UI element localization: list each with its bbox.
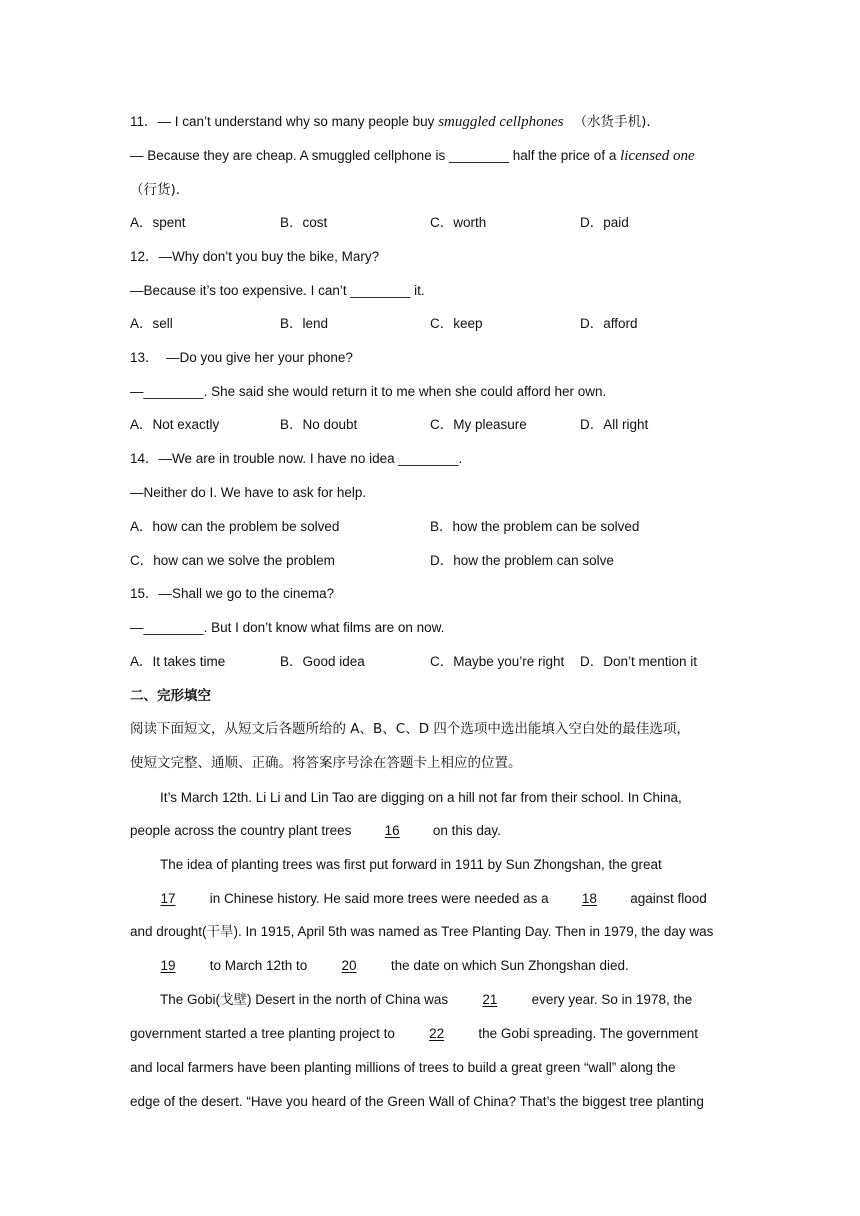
section-instruction-line-1: 阅读下面短文，从短文后各题所给的 A、B、C、D 四个选项中选出能填入空白处的最佳选项， — [130, 721, 690, 737]
q15-stem-line-1: 15．—Shall we go to the cinema? — [130, 586, 335, 601]
q12-stem-line-2: —Because it’s too expensive. I can’t ________ it. — [130, 283, 425, 298]
passage-p3-line-2 — [130, 1024, 698, 1044]
q14-option-c[interactable]: C．how can we solve the problem — [130, 553, 335, 568]
q14-option-b[interactable]: B．how the problem can be solved — [430, 519, 640, 534]
q12-stem-line-1: 12．—Why don’t you buy the bike, Mary? — [130, 249, 380, 264]
passage-text: the date on which Sun Zhongshan died. — [387, 958, 629, 973]
passage-p3-line-4: edge of the desert. “Have you heard of the Green Wall of China? That’s the biggest tree planting — [130, 1094, 704, 1109]
q11-stem-text-2: — Because they are cheap. A smuggled cellphone is ________ half the price of a — [130, 148, 621, 163]
q11-stem-text: 11．— I can’t understand why so many people buy — [130, 114, 439, 129]
q11-italic-term: smuggled cellphones — [438, 114, 564, 130]
passage-p3-line-1 — [160, 990, 692, 1010]
q15-option-a[interactable]: A．It takes time — [130, 654, 226, 669]
section-heading: 二、完形填空 — [130, 688, 211, 704]
q15-option-c[interactable]: C．Maybe you’re right — [430, 654, 565, 669]
passage-text: The Gobi(戈壁) Desert in the north of China was — [160, 992, 452, 1007]
q13-option-c[interactable]: C．My pleasure — [430, 417, 527, 432]
q13-option-a[interactable]: A．Not exactly — [130, 417, 220, 432]
passage-p2-line-1: The idea of planting trees was first put forward in 1911 by Sun Zhongshan, the great — [160, 857, 662, 872]
blank-22[interactable]: 22 — [429, 1026, 445, 1041]
q11-italic-term-2: licensed one — [620, 148, 695, 164]
q12-option-a[interactable]: A．sell — [130, 316, 173, 331]
passage-p1-line-1: It’s March 12th. Li Li and Lin Tao are digging on a hill not far from their school. In China, — [160, 790, 682, 805]
q12-option-c[interactable]: C．keep — [430, 316, 483, 331]
q13-option-d[interactable]: D．All right — [580, 417, 649, 432]
passage-p2-line-3: and drought(干旱). In 1915, April 5th was named as Tree Planting Day. Then in 1979, the day was — [130, 924, 714, 939]
passage-p2-line-4 — [130, 956, 629, 976]
q13-stem-line-2: —________. She said she would return it to me when she could afford her own. — [130, 384, 607, 399]
passage-p3-line-3: and local farmers have been planting millions of trees to build a great green “wall” along the — [130, 1060, 676, 1075]
q13-stem-line-1: 13． —Do you give her your phone? — [130, 350, 353, 365]
passage-text: on this day. — [429, 823, 501, 838]
passage-text: to March 12th to — [206, 958, 312, 973]
q15-option-d[interactable]: D．Don’t mention it — [580, 654, 698, 669]
passage-text: every year. So in 1978, the — [527, 992, 693, 1007]
q14-stem-line-1: 14．—We are in trouble now. I have no idea ________. — [130, 451, 463, 466]
passage-text: people across the country plant trees — [130, 823, 356, 838]
passage-text: the Gobi spreading. The government — [474, 1026, 699, 1041]
q11-option-c[interactable]: C．worth — [430, 215, 487, 230]
blank-19[interactable]: 19 — [160, 958, 176, 973]
q11-stem-line-3: （行货). — [130, 182, 181, 198]
passage-text: against flood — [626, 891, 707, 906]
q11-option-a[interactable]: A．spent — [130, 215, 186, 230]
blank-17[interactable]: 17 — [160, 891, 176, 906]
passage-p2-line-2 — [130, 889, 707, 909]
q11-cn-note: （水货手机). — [573, 114, 651, 130]
q13-option-b[interactable]: B．No doubt — [280, 417, 358, 432]
q11-option-d[interactable]: D．paid — [580, 215, 629, 230]
q14-option-d[interactable]: D．how the problem can solve — [430, 553, 614, 568]
q11-stem-line-2 — [130, 146, 695, 166]
q11-option-b[interactable]: B．cost — [280, 215, 328, 230]
q14-option-a[interactable]: A．how can the problem be solved — [130, 519, 340, 534]
blank-20[interactable]: 20 — [341, 958, 357, 973]
passage-text: government started a tree planting project to — [130, 1026, 399, 1041]
blank-18[interactable]: 18 — [581, 891, 597, 906]
q11-stem-line-1 — [130, 112, 651, 132]
section-instruction-line-2: 使短文完整、通顺、正确。将答案序号涂在答题卡上相应的位置。 — [130, 755, 522, 771]
blank-16[interactable]: 16 — [384, 823, 400, 838]
blank-21[interactable]: 21 — [482, 992, 498, 1007]
passage-p1-line-2 — [130, 821, 501, 841]
q12-option-b[interactable]: B．lend — [280, 316, 329, 331]
q14-stem-line-2: —Neither do I. We have to ask for help. — [130, 485, 367, 500]
q15-option-b[interactable]: B．Good idea — [280, 654, 365, 669]
q15-stem-line-2: —________. But I don’t know what films are on now. — [130, 620, 445, 635]
q12-option-d[interactable]: D．afford — [580, 316, 638, 331]
passage-text: in Chinese history. He said more trees were needed as a — [206, 891, 553, 906]
